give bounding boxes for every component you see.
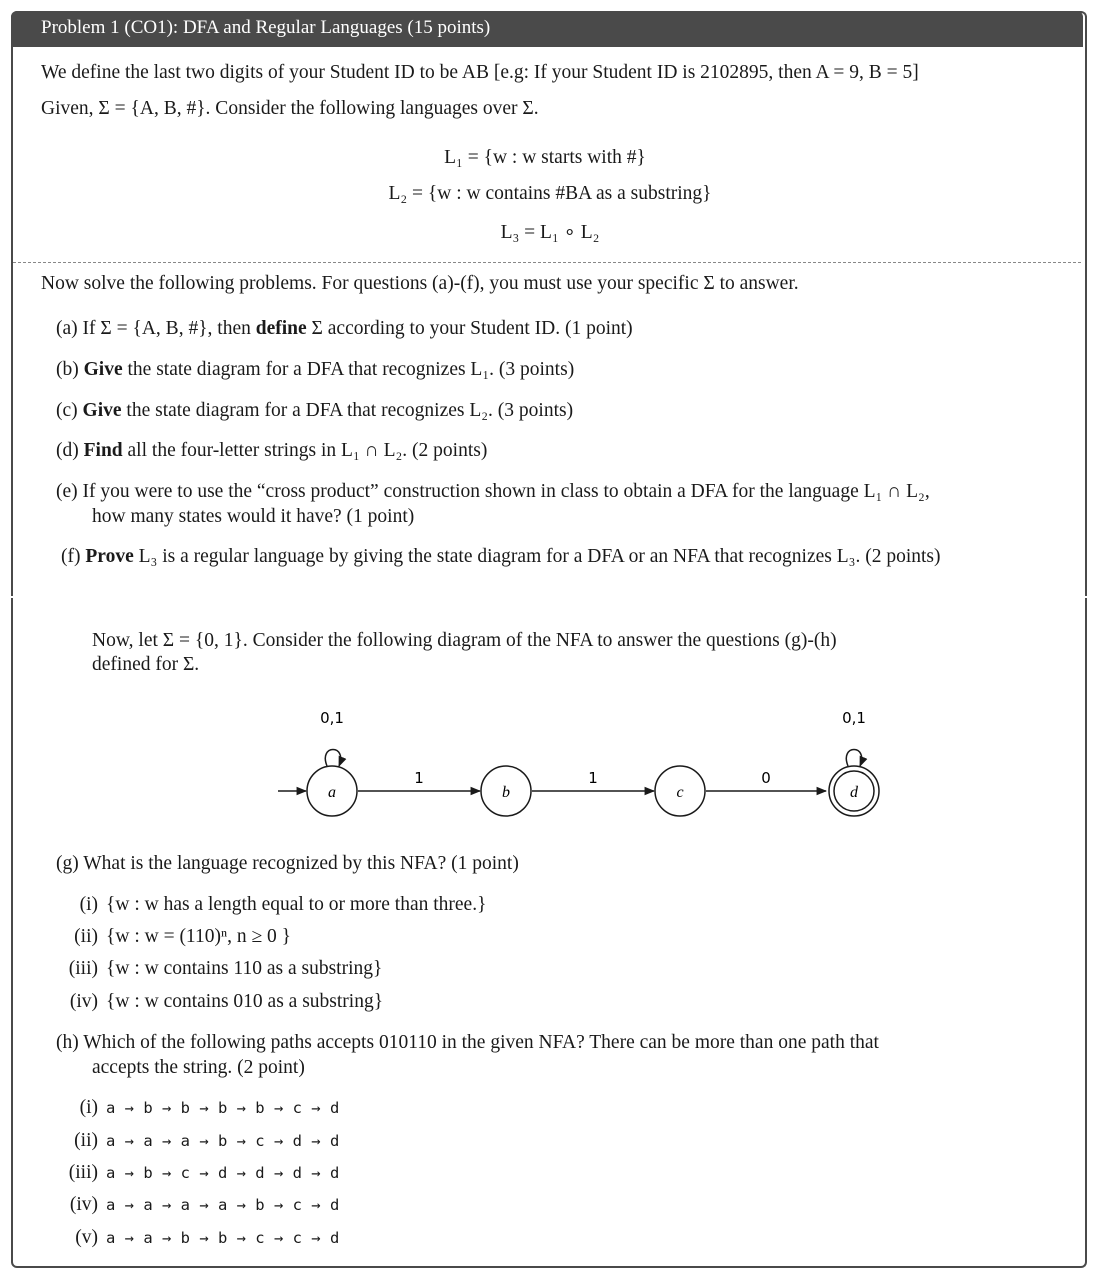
intro-line-2: Given, Σ = {A, B, #}. Consider the following languages over Σ. xyxy=(41,98,539,119)
question-h: (h) Which of the following paths accepts 010110 in the given NFA? There can be more than one path that xyxy=(56,1032,879,1053)
part2-intro-line-1: Now, let Σ = {0, 1}. Consider the following diagram of the NFA to answer the questions (g)-(h) xyxy=(92,630,837,651)
state-d-label: d xyxy=(850,784,858,801)
language-l1: L₁ = {w : w starts with #} xyxy=(444,147,646,168)
question-a: (a) If Σ = {A, B, #}, then define Σ according to your Student ID. (1 point) xyxy=(56,318,633,339)
loop-a xyxy=(325,750,340,767)
question-d: (d) Find all the four-letter strings in L₁ ∩ L₂. (2 points) xyxy=(56,440,488,461)
h-option-v: (v) a → a → b → b → c → c → d xyxy=(75,1227,340,1248)
question-b: (b) Give the state diagram for a DFA that recognizes L₁. (3 points) xyxy=(56,359,575,380)
state-c-label: c xyxy=(676,784,684,801)
state-b-label: b xyxy=(502,784,510,801)
language-l3: L₃ = L₁ ∘ L₂ xyxy=(500,222,600,243)
dashed-divider xyxy=(13,262,1081,263)
edge-a-b-label: 1 xyxy=(414,769,424,787)
h-option-iv: (iv) a → a → a → a → b → c → d xyxy=(69,1194,340,1215)
g-option-ii: (ii) {w : w = (110)ⁿ, n ≥ 0 } xyxy=(74,926,292,947)
question-c: (c) Give the state diagram for a DFA that recognizes L₂. (3 points) xyxy=(56,400,574,421)
h-option-ii: (ii) a → a → a → b → c → d → d xyxy=(74,1130,340,1151)
h-option-iii: (iii) a → b → c → d → d → d → d xyxy=(68,1162,340,1183)
intro-line-1: We define the last two digits of your Student ID to be AB [e.g: If your Student ID is 2102895, then A = 9, B = 5] xyxy=(41,62,919,83)
h-option-i: (i) a → b → b → b → b → c → d xyxy=(79,1097,340,1118)
edge-b-c-label: 1 xyxy=(588,769,598,787)
nfa-diagram xyxy=(0,700,1100,820)
question-e: (e) If you were to use the “cross product” construction shown in class to obtain a DFA for the language L₁ ∩ L₂, xyxy=(56,481,930,502)
question-g: (g) What is the language recognized by this NFA? (1 point) xyxy=(56,853,519,874)
part2-intro-line-2: defined for Σ. xyxy=(92,654,200,675)
g-option-i: (i) {w : w has a length equal to or more than three.} xyxy=(79,894,487,915)
edge-c-d-label: 0 xyxy=(761,769,771,787)
part1-instruction: Now solve the following problems. For questions (a)-(f), you must use your specific Σ to answer. xyxy=(41,273,799,294)
language-l2: L₂ = {w : w contains #BA as a substring} xyxy=(388,183,712,204)
question-e-line2: how many states would it have? (1 point) xyxy=(92,506,415,527)
g-option-iv: (iv) {w : w contains 010 as a substring} xyxy=(69,991,384,1012)
question-f: (f) Prove L₃ is a regular language by giving the state diagram for a DFA or an NFA that recognizes L₃. (2 points) xyxy=(61,546,941,567)
loop-d-label: 0,1 xyxy=(842,709,866,727)
state-a-label: a xyxy=(328,784,336,801)
loop-a-label: 0,1 xyxy=(320,709,344,727)
loop-d xyxy=(846,750,861,767)
g-option-iii: (iii) {w : w contains 110 as a substring} xyxy=(68,958,383,979)
problem-header xyxy=(11,11,1083,47)
question-h-line2: accepts the string. (2 point) xyxy=(92,1057,305,1078)
problem-title: Problem 1 (CO1): DFA and Regular Languages (15 points) xyxy=(41,17,491,38)
